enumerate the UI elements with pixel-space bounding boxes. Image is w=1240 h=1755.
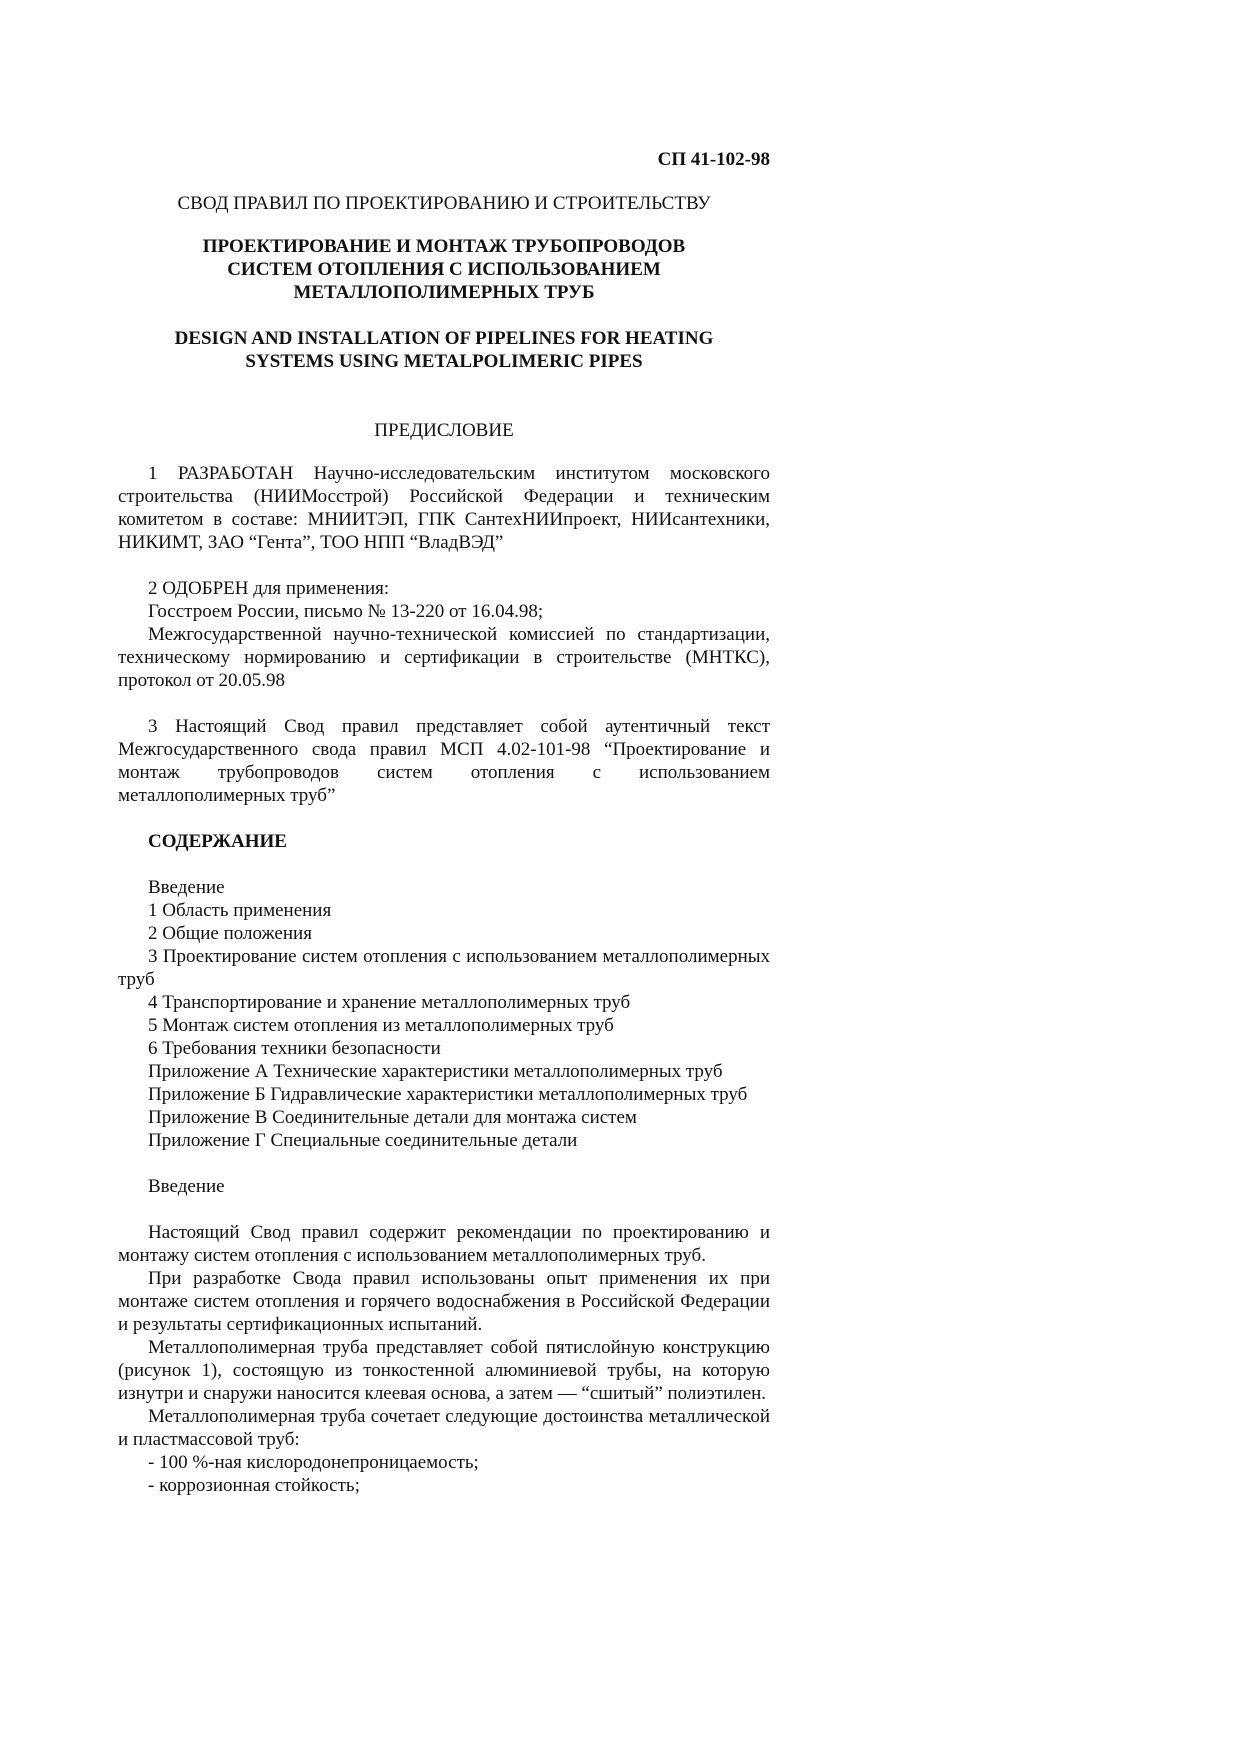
preface-paragraph-3: 3 Настоящий Свод правил представляет собой аутентичный текст Межгосударственного свода правил МСП 4.02-101-98 “Проектирование и монтаж трубопроводов систем отопления с использованием металлополимерных труб” (118, 716, 770, 806)
document-page (118, 148, 770, 1497)
toc-item: 3 Проектирование систем отопления с использованием металлополимерных труб (118, 946, 770, 990)
preface-heading: ПРЕДИСЛОВИЕ (374, 420, 514, 441)
toc-item: 4 Транспортирование и хранение металлополимерных труб (148, 992, 631, 1013)
introduction-heading: Введение (148, 1176, 225, 1197)
toc-item: Приложение В Соединительные детали для монтажа систем (148, 1107, 637, 1128)
toc-item: Введение (148, 877, 225, 898)
toc-item: 6 Требования техники безопасности (148, 1038, 441, 1059)
document-code: СП 41-102-98 (657, 149, 770, 170)
toc-item: Приложение Г Специальные соединительные детали (148, 1130, 578, 1151)
toc-item: Приложение Б Гидравлические характеристики металлополимерных труб (148, 1084, 748, 1105)
document-title-en (118, 327, 770, 373)
introduction-bullet: - коррозионная стойкость; (148, 1475, 360, 1496)
contents-heading: СОДЕРЖАНИЕ (148, 831, 287, 852)
introduction-paragraph-2: При разработке Свода правил использованы опыт применения их при монтаже систем отопления и горячего водоснабжения в Российской Федерации и результаты сертификационных испытаний. (118, 1268, 770, 1335)
introduction-paragraph-3: Металлополимерная труба представляет собой пятислойную конструкцию (рисунок 1), состоящую из тонкостенной алюминиевой трубы, на которую изнутри и снаружи наносится клеевая основа, а затем — “сшитый” полиэтилен. (118, 1337, 770, 1404)
toc-item: 5 Монтаж систем отопления из металлополимерных труб (148, 1015, 614, 1036)
title-en-line: SYSTEMS USING METALPOLIMERIC PIPES (245, 351, 643, 372)
preface-paragraph-2-line-2: Госстроем России, письмо № 13-220 от 16.04.98; (148, 601, 544, 622)
document-series: СВОД ПРАВИЛ ПО ПРОЕКТИРОВАНИЮ И СТРОИТЕЛЬСТВУ (177, 193, 711, 214)
title-ru-line: МЕТАЛЛОПОЛИМЕРНЫХ ТРУБ (293, 282, 595, 303)
introduction-paragraph-4: Металлополимерная труба сочетает следующие достоинства металлической и пластмассовой труб: (118, 1406, 770, 1450)
preface-paragraph-2-line-1: 2 ОДОБРЕН для применения: (148, 578, 390, 599)
toc-item: 2 Общие положения (148, 923, 312, 944)
document-title-ru (118, 235, 770, 304)
title-ru-line: СИСТЕМ ОТОПЛЕНИЯ С ИСПОЛЬЗОВАНИЕМ (227, 259, 661, 280)
toc-item: 1 Область применения (148, 900, 332, 921)
title-ru-line: ПРОЕКТИРОВАНИЕ И МОНТАЖ ТРУБОПРОВОДОВ (202, 236, 686, 257)
toc-item: Приложение А Технические характеристики металлополимерных труб (148, 1061, 723, 1082)
preface-paragraph-2-line-3: Межгосударственной научно-технической комиссией по стандартизации, техническому нормированию и сертификации в строительстве (МНТКС), протокол от 20.05.98 (118, 624, 770, 691)
introduction-paragraph-1: Настоящий Свод правил содержит рекомендации по проектированию и монтажу систем отопления с использованием металлополимерных труб. (118, 1222, 770, 1266)
introduction-bullet: - 100 %-ная кислородонепроницаемость; (148, 1452, 479, 1473)
title-en-line: DESIGN AND INSTALLATION OF PIPELINES FOR HEATING (174, 328, 714, 349)
preface-paragraph-1: 1 РАЗРАБОТАН Научно-исследовательским институтом московского строительства (НИИМосстрой) Российской Федерации и техническим комитетом в составе: МНИИТЭП, ГПК СантехНИИпроект, НИИсантехники, НИКИМТ, ЗАО “Гента”, ТОО НПП “ВладВЭД” (118, 463, 770, 553)
table-of-contents (118, 876, 770, 1152)
